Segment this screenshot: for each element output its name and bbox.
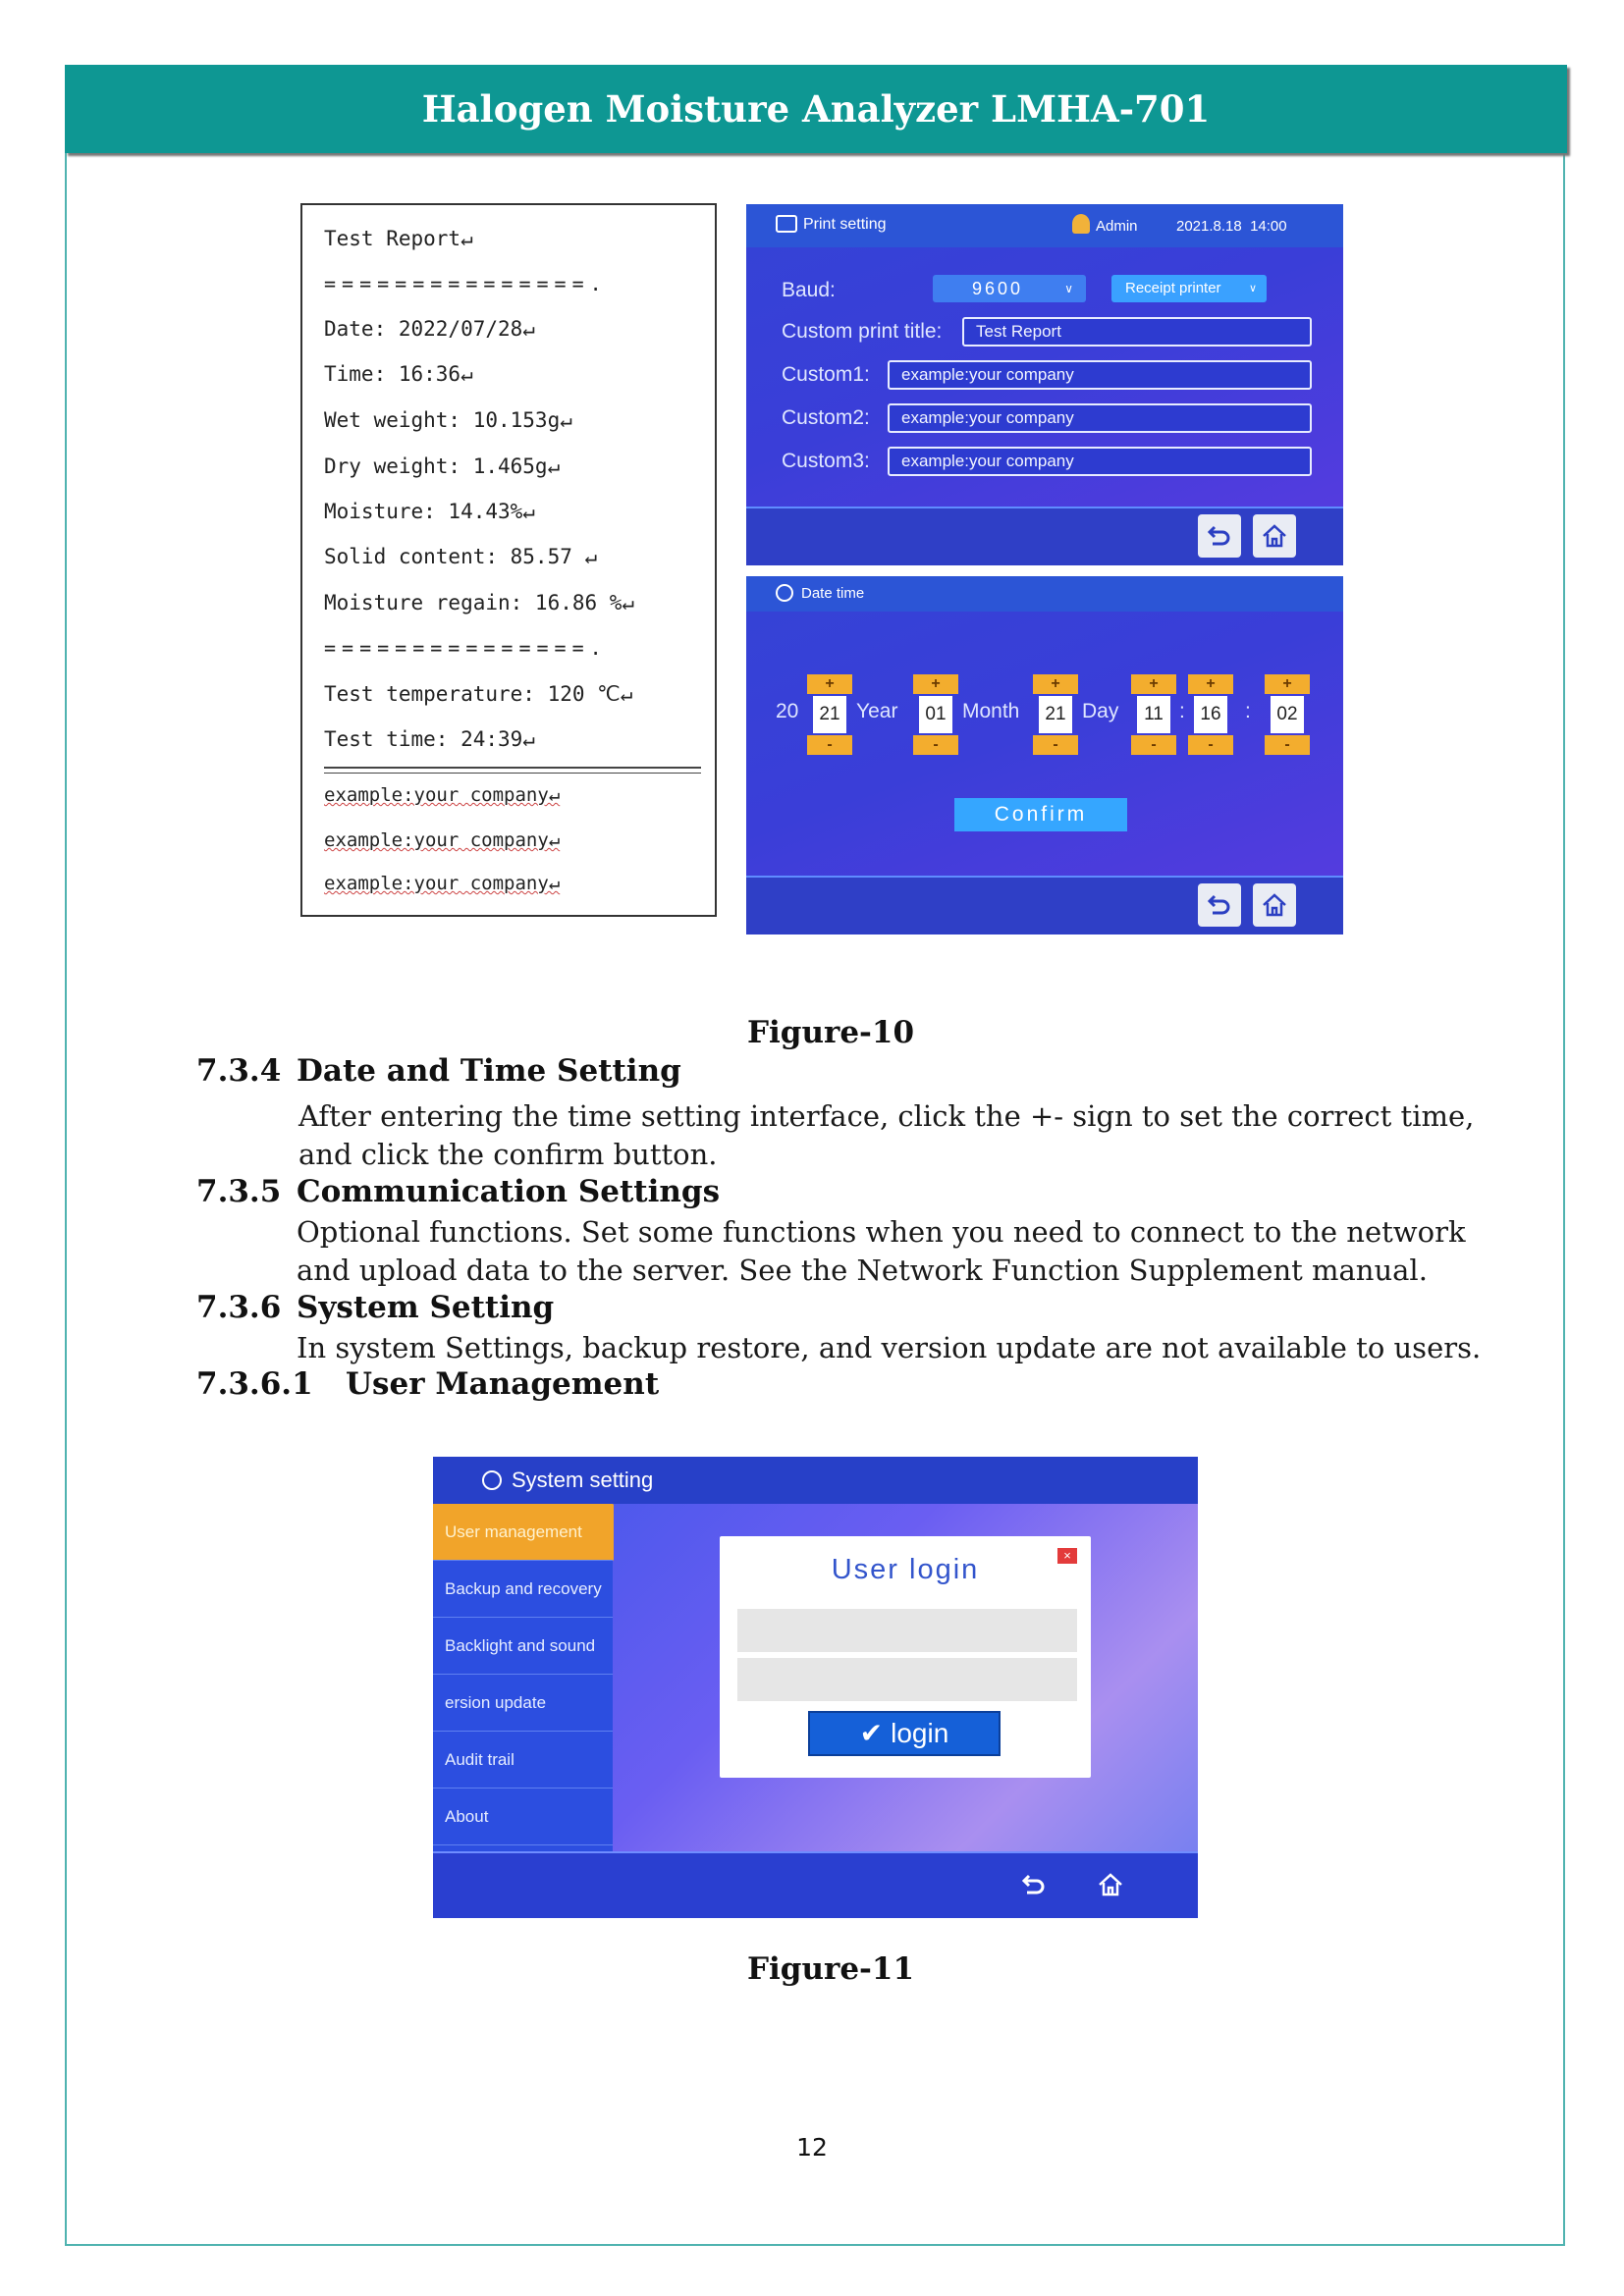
section-title: Communication Settings [297, 1174, 721, 1209]
year-plus-button[interactable]: + [807, 674, 852, 694]
print-setting-titlebar [746, 204, 1343, 247]
chevron-down-icon: ∨ [1064, 282, 1076, 295]
month-value: 01 [919, 696, 952, 733]
login-label: login [891, 1718, 949, 1748]
second-plus-button[interactable]: + [1265, 674, 1310, 694]
page-header: Halogen Moisture Analyzer LMHA-701 [65, 65, 1567, 153]
month-label: Month [962, 700, 1020, 722]
dialog-title: User login [831, 1554, 980, 1585]
datetime-display: 2021.8.18 14:00 [1176, 218, 1287, 235]
login-button[interactable] [808, 1711, 1001, 1756]
time-separator: : [1179, 700, 1185, 722]
report-test-temperature: Test temperature: 120 ℃↵ [324, 682, 633, 706]
hour-value: 11 [1137, 696, 1170, 733]
menu-item-audit-trail[interactable]: Audit trail [433, 1732, 613, 1789]
baud-label: Baud: [782, 279, 836, 301]
system-setting-screen [433, 1457, 1198, 1918]
report-footer-line: example:your company↵ [324, 829, 561, 851]
system-setting-bottom-bar [433, 1851, 1198, 1918]
year-minus-button[interactable]: - [807, 735, 852, 755]
menu-item-about[interactable]: About [433, 1789, 613, 1845]
system-setting-titlebar [433, 1457, 1198, 1504]
minute-minus-button[interactable]: - [1188, 735, 1233, 755]
month-minus-button[interactable]: - [913, 735, 958, 755]
username-input[interactable] [737, 1609, 1077, 1652]
section-title: Date and Time Setting [297, 1053, 681, 1089]
custom2-field[interactable]: example:your company [888, 403, 1312, 433]
report-dry-weight: Dry weight: 1.465g↵ [324, 454, 561, 478]
paragraph-line: and upload data to the server. See the Network Function Supplement manual. [297, 1254, 1428, 1287]
report-footer-line: example:your company↵ [324, 784, 561, 806]
menu-item-backlight-sound[interactable]: Backlight and sound [433, 1618, 613, 1675]
custom2-label: Custom2: [782, 406, 870, 429]
test-report-printout [300, 203, 717, 917]
section-7-3-4-text [298, 1097, 1474, 1174]
menu-item-version-update[interactable]: ersion update [433, 1675, 613, 1732]
paragraph-line: After entering the time setting interface, click the +- sign to set the correct time, [298, 1099, 1475, 1133]
custom-print-title-field[interactable]: Test Report [962, 317, 1312, 347]
date-time-bottom-bar [746, 876, 1343, 934]
printer-type-select[interactable] [1111, 275, 1267, 302]
section-7-3-6-heading [196, 1290, 554, 1325]
date-time-screen [746, 576, 1343, 934]
system-setting-title: System setting [512, 1468, 654, 1492]
home-icon [1097, 1871, 1124, 1898]
printer-icon [776, 215, 797, 233]
time-separator: : [1245, 700, 1251, 722]
day-minus-button[interactable]: - [1033, 735, 1078, 755]
section-7-3-6-text: In system Settings, backup restore, and version update are not available to users. [297, 1331, 1482, 1364]
section-7-3-5-text [297, 1213, 1466, 1290]
minute-plus-button[interactable]: + [1188, 674, 1233, 694]
baud-value: 9600 [972, 279, 1024, 298]
home-icon [1261, 522, 1288, 550]
settings-icon [482, 1470, 502, 1490]
section-title: System Setting [297, 1290, 555, 1325]
baud-select[interactable] [933, 275, 1086, 302]
day-label: Day [1082, 700, 1119, 722]
date-time-titlebar [746, 576, 1343, 612]
report-moisture-regain: Moisture regain: 16.86 %↵ [324, 591, 635, 614]
clock-icon [776, 584, 793, 602]
day-plus-button[interactable]: + [1033, 674, 1078, 694]
century-label: 20 [776, 700, 799, 722]
print-setting-bottom-bar [746, 507, 1343, 565]
back-button[interactable] [1198, 514, 1241, 558]
report-date: Date: 2022/07/28↵ [324, 317, 535, 341]
month-plus-button[interactable]: + [913, 674, 958, 694]
year-stepper[interactable] [807, 674, 852, 755]
custom-print-title-label: Custom print title: [782, 320, 943, 343]
report-separator: ===============. [324, 636, 608, 660]
print-setting-screen [746, 204, 1343, 565]
chevron-down-icon: ∨ [1248, 283, 1257, 294]
custom3-field[interactable]: example:your company [888, 447, 1312, 476]
section-number: 7.3.6 [196, 1290, 282, 1325]
confirm-button[interactable]: Confirm [954, 798, 1127, 831]
user-name: Admin [1096, 218, 1138, 235]
second-stepper[interactable] [1265, 674, 1310, 755]
section-number: 7.3.5 [196, 1174, 282, 1209]
minute-value: 16 [1194, 696, 1227, 733]
minute-stepper[interactable] [1188, 674, 1233, 755]
custom1-field[interactable]: example:your company [888, 360, 1312, 390]
home-button[interactable] [1253, 514, 1296, 558]
day-stepper[interactable] [1033, 674, 1078, 755]
paragraph-line: Optional functions. Set some functions when you need to connect to the network [297, 1215, 1466, 1249]
section-title: User Management [346, 1366, 660, 1402]
home-button[interactable] [1253, 883, 1296, 927]
report-moisture: Moisture: 14.43%↵ [324, 500, 535, 523]
section-7-3-4-heading [196, 1053, 681, 1089]
page-number: 12 [796, 2133, 828, 2162]
close-button[interactable]: × [1057, 1548, 1077, 1564]
section-7-3-6-1-heading [196, 1366, 659, 1402]
section-number: 7.3.4 [196, 1053, 282, 1089]
report-solid-content: Solid content: 85.57 ↵ [324, 545, 598, 568]
date-time-title: Date time [801, 585, 865, 602]
hour-stepper[interactable] [1131, 674, 1176, 755]
year-value: 21 [813, 696, 846, 733]
custom3-label: Custom3: [782, 450, 870, 472]
second-minus-button[interactable]: - [1265, 735, 1310, 755]
report-separator: ===============. [324, 272, 608, 295]
menu-item-user-management[interactable]: User management [433, 1504, 613, 1561]
custom1-label: Custom1: [782, 363, 870, 386]
paragraph-line: and click the confirm button. [298, 1138, 718, 1171]
printer-type-value: Receipt printer [1125, 280, 1221, 296]
home-icon [1261, 891, 1288, 919]
figure-10-caption: Figure-10 [747, 1015, 915, 1050]
figure-11-caption: Figure-11 [747, 1951, 915, 1987]
back-arrow-icon [1206, 522, 1233, 550]
back-button[interactable] [1012, 1863, 1056, 1906]
section-7-3-5-heading [196, 1174, 720, 1209]
active-menu-pointer [580, 1504, 614, 1561]
report-title: Test Report↵ [324, 227, 473, 250]
year-label: Year [856, 700, 898, 722]
day-value: 21 [1039, 696, 1072, 733]
month-stepper[interactable] [913, 674, 958, 755]
report-footer-line: example:your company↵ [324, 873, 561, 894]
report-test-time: Test time: 24:39↵ [324, 727, 535, 751]
section-number: 7.3.6.1 [196, 1366, 313, 1402]
hour-minus-button[interactable]: - [1131, 735, 1176, 755]
second-value: 02 [1271, 696, 1304, 733]
home-button[interactable] [1089, 1863, 1132, 1906]
report-double-rule [324, 767, 701, 774]
hour-plus-button[interactable]: + [1131, 674, 1176, 694]
report-wet-weight: Wet weight: 10.153g↵ [324, 408, 572, 432]
print-setting-title: Print setting [803, 216, 887, 233]
checkmark-icon: ✔ [859, 1718, 884, 1748]
user-login-dialog [720, 1536, 1091, 1778]
back-arrow-icon [1020, 1871, 1048, 1898]
report-time: Time: 16:36↵ [324, 362, 473, 386]
user-icon [1072, 214, 1090, 234]
password-input[interactable] [737, 1658, 1077, 1701]
menu-item-backup-recovery[interactable]: Backup and recovery [433, 1561, 613, 1618]
back-arrow-icon [1206, 891, 1233, 919]
back-button[interactable] [1198, 883, 1241, 927]
